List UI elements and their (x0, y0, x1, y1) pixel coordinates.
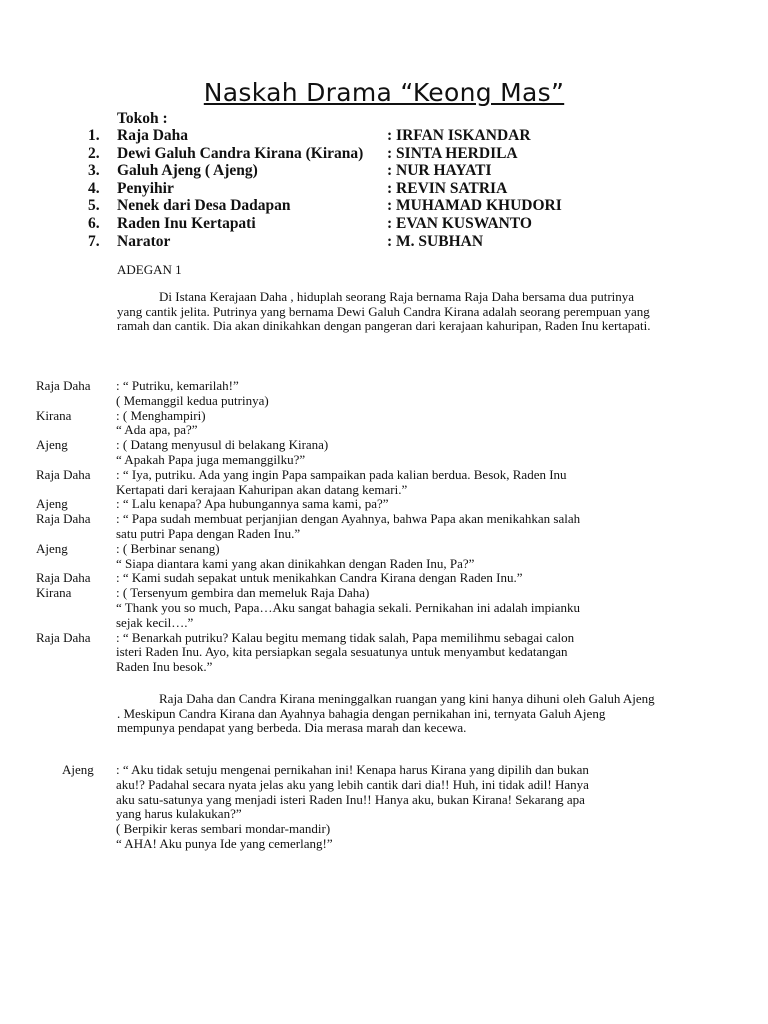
dialog-text: ( Memanggil kedua putrinya) (116, 392, 269, 408)
dialog-line (62, 837, 702, 852)
dialog-line (62, 822, 702, 837)
dialog-text: : “ Papa sudah membuat perjanjian dengan Ayahnya, bahwa Papa akan menikahkan salah (116, 511, 581, 527)
dialog-line (36, 601, 676, 616)
dialog-line (62, 778, 702, 793)
dialog-text: “ Ada apa, pa?” (116, 422, 198, 438)
cast-role: Raden Inu Kertapati (117, 214, 256, 232)
dialog-text: ( Berpikir keras sembari mondar-mandir) (116, 821, 331, 837)
dialog-line (36, 497, 676, 512)
cast-actor: : MUHAMAD KHUDORI (387, 197, 562, 215)
dialog-line (36, 557, 676, 572)
dialog-line (36, 586, 676, 601)
cast-row (88, 162, 688, 180)
dialog-text: : “ Benarkah putriku? Kalau begitu memang tidak salah, Papa memilihmu sebagai calon (116, 629, 575, 645)
speaker-name: Ajeng (36, 496, 68, 512)
cast-row (88, 233, 688, 251)
dialog-text: : ( Menghampiri) (116, 407, 206, 423)
dialog-line (36, 409, 676, 424)
dialog-line (36, 453, 676, 468)
cast-row (88, 197, 688, 215)
dialog-line (36, 631, 676, 646)
cast-actor: : REVIN SATRIA (387, 179, 508, 197)
dialog-text: : “ Kami sudah sepakat untuk menikahkan Candra Kirana dengan Raden Inu.” (116, 570, 523, 586)
dialog-text: Raden Inu besok.” (116, 659, 213, 675)
dialog-text: : ( Berbinar senang) (116, 540, 220, 556)
cast-actor: : IRFAN ISKANDAR (387, 127, 531, 144)
speaker-name: Raja Daha (36, 629, 91, 645)
cast-actor: : NUR HAYATI (387, 162, 492, 180)
cast-actor: : SINTA HERDILA (387, 144, 518, 162)
dialog-text: “ Thank you so much, Papa…Aku sangat bahagia sekali. Pernikahan ini adalah impianku (116, 599, 581, 615)
dialog-text: aku!? Padahal secara nyata jelas aku yang lebih cantik dari dia!! Huh, ini tidak adil! Hanya (116, 776, 589, 792)
cast-number: 5. (88, 197, 100, 215)
dialog-line (62, 807, 702, 822)
speaker-name: Raja Daha (36, 570, 91, 586)
dialog-line (62, 763, 702, 778)
dialog-text: : ( Tersenyum gembira dan memeluk Raja Daha) (116, 585, 370, 601)
dialog-text: isteri Raden Inu. Ayo, kita persiapkan segala sesuatunya untuk menyambut kedatangan (116, 644, 568, 660)
dialog-text: : ( Datang menyusul di belakang Kirana) (116, 437, 329, 453)
cast-role: Galuh Ajeng ( Ajeng) (117, 162, 258, 180)
dialog-text: satu putri Papa dengan Raden Inu.” (116, 525, 301, 541)
dialog-text: “ AHA! Aku punya Ide yang cemerlang!” (116, 835, 333, 851)
dialog-line (36, 645, 676, 660)
cast-role: Narator (117, 232, 171, 250)
cast-row (88, 145, 688, 163)
cast-row (88, 215, 688, 233)
speaker-name: Ajeng (36, 540, 68, 556)
dialog-line (36, 542, 676, 557)
dialog-line (36, 379, 676, 394)
dialog-text: : “ Aku tidak setuju mengenai pernikahan ini! Kenapa harus Kirana yang dipilih dan bukan (116, 762, 589, 777)
dialog-line (36, 438, 676, 453)
dialog-line (36, 423, 676, 438)
cast-list (88, 127, 688, 250)
dialog-line (36, 468, 676, 483)
speaker-name: Raja Daha (36, 511, 91, 527)
cast-role: Penyihir (117, 179, 174, 197)
speaker-name: Ajeng (62, 762, 94, 777)
cast-row (88, 127, 688, 145)
speaker-name: Kirana (36, 585, 72, 601)
cast-role: Nenek dari Desa Dadapan (117, 197, 291, 215)
cast-number: 7. (88, 232, 100, 250)
speaker-name: Kirana (36, 407, 72, 423)
dialog-text: yang harus kulakukan?” (116, 806, 242, 822)
dialog-text: Kertapati dari kerajaan Kahuripan akan datang kemari.” (116, 481, 408, 497)
dialog-line (36, 527, 676, 542)
cast-number: 6. (88, 214, 100, 232)
cast-number: 3. (88, 162, 100, 180)
document-title: Naskah Drama “Keong Mas” (203, 78, 565, 107)
cast-role: Dewi Galuh Candra Kirana (Kirana) (117, 144, 364, 162)
cast-actor: : EVAN KUSWANTO (387, 214, 532, 232)
dialog-text: “ Apakah Papa juga memanggilku?” (116, 451, 306, 467)
speaker-name: Raja Daha (36, 378, 91, 393)
dialog-block (62, 763, 702, 852)
dialog-line (36, 616, 676, 631)
dialog-text: aku satu-satunya yang menjadi isteri Raden Inu!! Hanya aku, bukan Kirana! Sekarang apa (116, 791, 585, 807)
dialog-text: “ Siapa diantara kami yang akan dinikahkan dengan Raden Inu, Pa?” (116, 555, 475, 571)
narration-paragraph: Di Istana Kerajaan Daha , hiduplah seorang Raja bernama Raja Daha bersama dua putrinya yang cantik jelita. Putrinya yang bernama Dewi Galuh Candra Kirana adalah seorang perempuan yang ramah dan cantik. Dia akan dinikahkan dengan pangeran dari kerajaan kahuripan, Raden Inu kertapati. (117, 289, 651, 334)
cast-number: 2. (88, 144, 100, 162)
cast-actor: : M. SUBHAN (387, 232, 484, 250)
scene-label: ADEGAN 1 (117, 262, 182, 277)
dialog-line (36, 512, 676, 527)
dialog-block (36, 379, 676, 675)
cast-heading: Tokoh : (117, 110, 168, 127)
dialog-text: : “ Putriku, kemarilah!” (116, 378, 239, 393)
dialog-line (36, 571, 676, 586)
speaker-name: Ajeng (36, 437, 68, 453)
dialog-line (36, 483, 676, 498)
cast-role: Raja Daha (117, 127, 189, 144)
narration-paragraph: Raja Daha dan Candra Kirana meninggalkan ruangan yang kini hanya dihuni oleh Galuh Ajeng . Meskipun Candra Kirana dan Ayahnya bahagia dengan pernikahan ini, ternyata Galuh Ajeng mempunya pendapat yang berbeda. Dia merasa marah dan kecewa. (117, 691, 655, 736)
dialog-line (62, 793, 702, 808)
dialog-text: : “ Iya, putriku. Ada yang ingin Papa sampaikan pada kalian berdua. Besok, Raden Inu (116, 466, 567, 482)
cast-number: 4. (88, 179, 100, 197)
cast-number: 1. (88, 127, 100, 144)
dialog-line (36, 660, 676, 675)
dialog-text: sejak kecil….” (116, 614, 194, 630)
speaker-name: Raja Daha (36, 466, 91, 482)
cast-row (88, 180, 688, 198)
dialog-line (36, 394, 676, 409)
dialog-text: : “ Lalu kenapa? Apa hubungannya sama kami, pa?” (116, 496, 389, 512)
